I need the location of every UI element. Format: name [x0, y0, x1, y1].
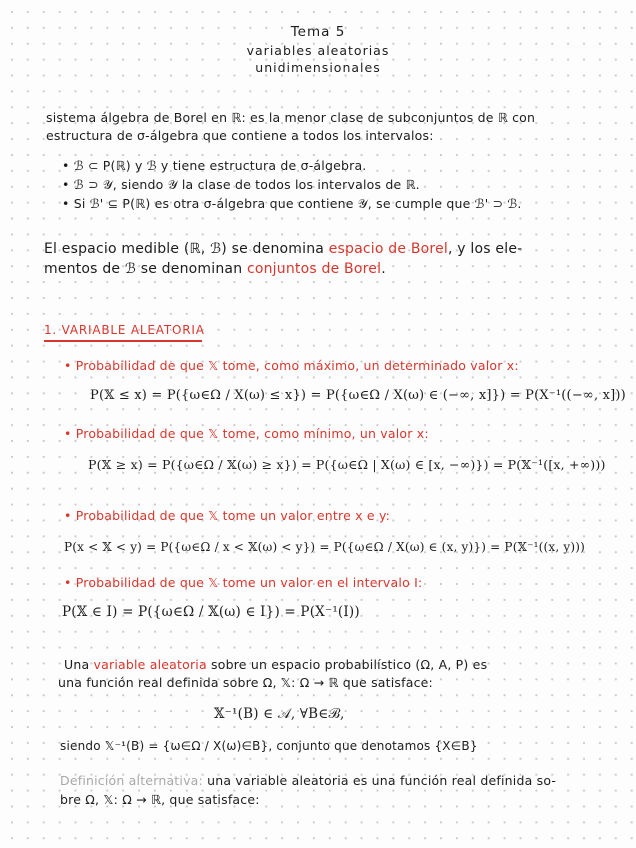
measurable-space-line-1 — [44, 241, 522, 257]
measurable-text-2a: mentos de ℬ se denominan — [44, 261, 243, 277]
probability-between-formula: P(x < 𝕏 < y) = P({ω∈Ω / x < 𝕏(ω) < y}) = P({ω∈Ω / X(ω) ∈ (x, y)}) = P(𝕏⁻¹((x, y))) — [64, 540, 586, 554]
definition-text-1a: Una — [64, 657, 90, 672]
borel-sets-term: conjuntos de Borel — [246, 261, 382, 277]
alternative-definition-line-2: bre Ω, 𝕏: Ω → ℝ, que satisface: — [60, 792, 260, 807]
probability-between-label: • Probabilidad de que 𝕏 tome un valor entre x e y: — [64, 508, 391, 523]
borel-space-term: espacio de Borel — [328, 241, 448, 257]
measurability-condition: 𝕏⁻¹(B) ∈ 𝒜, ∀B∈ℬ, — [214, 706, 345, 722]
alternative-definition-text: una variable aleatoria es una función real definida so- — [207, 773, 557, 788]
borel-bullet-1: • ℬ ⊂ P(ℝ) y ℬ y tiene estructura de σ-álgebra. — [62, 158, 367, 173]
random-variable-term: variable aleatoria — [93, 657, 207, 672]
random-variable-definition-line-1 — [64, 657, 487, 672]
borel-bullet-3: • Si ℬ' ⊆ P(ℝ) es otra σ-álgebra que contiene 𝒴, se cumple que ℬ' ⊃ ℬ. — [62, 196, 522, 211]
measurable-text-2b: . — [381, 261, 386, 277]
random-variable-definition-line-2: una función real definida sobre Ω, 𝕏: Ω → ℝ que satisface: — [58, 675, 433, 690]
measurable-text-1b: , y los ele- — [447, 241, 523, 257]
borel-bullet-2: • ℬ ⊃ 𝒴, siendo 𝒴 la clase de todos los intervalos de ℝ. — [62, 177, 420, 192]
definition-text-1b: sobre un espacio probabilístico (Ω, A, P) es — [211, 657, 488, 672]
page-title: Tema 5 — [290, 24, 346, 40]
page-subtitle-2: unidimensionales — [255, 60, 381, 75]
probability-interval-label: • Probabilidad de que 𝕏 tome un valor en el intervalo I: — [64, 575, 423, 590]
borel-definition-line-1: sistema álgebra de Borel en ℝ: es la menor clase de subconjuntos de ℝ con — [46, 110, 536, 125]
measurable-text-1a: El espacio medible (ℝ, ℬ) se denomina — [44, 241, 325, 257]
probability-max-formula: P(𝕏 ≤ x) = P({ω∈Ω / X(ω) ≤ x}) = P({ω∈Ω / X(ω) ∈ (−∞, x]}) = P(X⁻¹((−∞, x])) — [90, 388, 626, 403]
probability-min-formula: P(𝕏 ≥ x) = P({ω∈Ω / 𝕏(ω) ≥ x}) = P({ω∈Ω | X(ω) ∈ [x, −∞)}) = P(𝕏⁻¹([x, +∞))) — [88, 457, 606, 472]
alternative-definition-line-1 — [60, 773, 556, 788]
page-subtitle-1: variables aleatorias — [246, 43, 390, 58]
section-heading: 1. VARIABLE ALEATORIA — [44, 323, 205, 337]
measurable-space-line-2 — [44, 261, 386, 277]
preimage-notation-line: siendo 𝕏⁻¹(B) = {ω∈Ω / X(ω)∈B}, conjunto que denotamos {X∈B} — [60, 739, 478, 753]
alternative-definition-label: Definición alternativa: — [60, 773, 203, 788]
borel-definition-line-2: estructura de σ-álgebra que contiene a todos los intervalos: — [46, 128, 434, 143]
probability-min-label: • Probabilidad de que 𝕏 tome, como mínimo, un valor x: — [64, 426, 429, 441]
probability-interval-formula: P(𝕏 ∈ I) = P({ω∈Ω / 𝕏(ω) ∈ I}) = P(X⁻¹(I)) — [62, 604, 360, 620]
section-heading-underline — [44, 340, 202, 342]
probability-max-label: • Probabilidad de que 𝕏 tome, como máximo, un determinado valor x: — [64, 358, 519, 373]
